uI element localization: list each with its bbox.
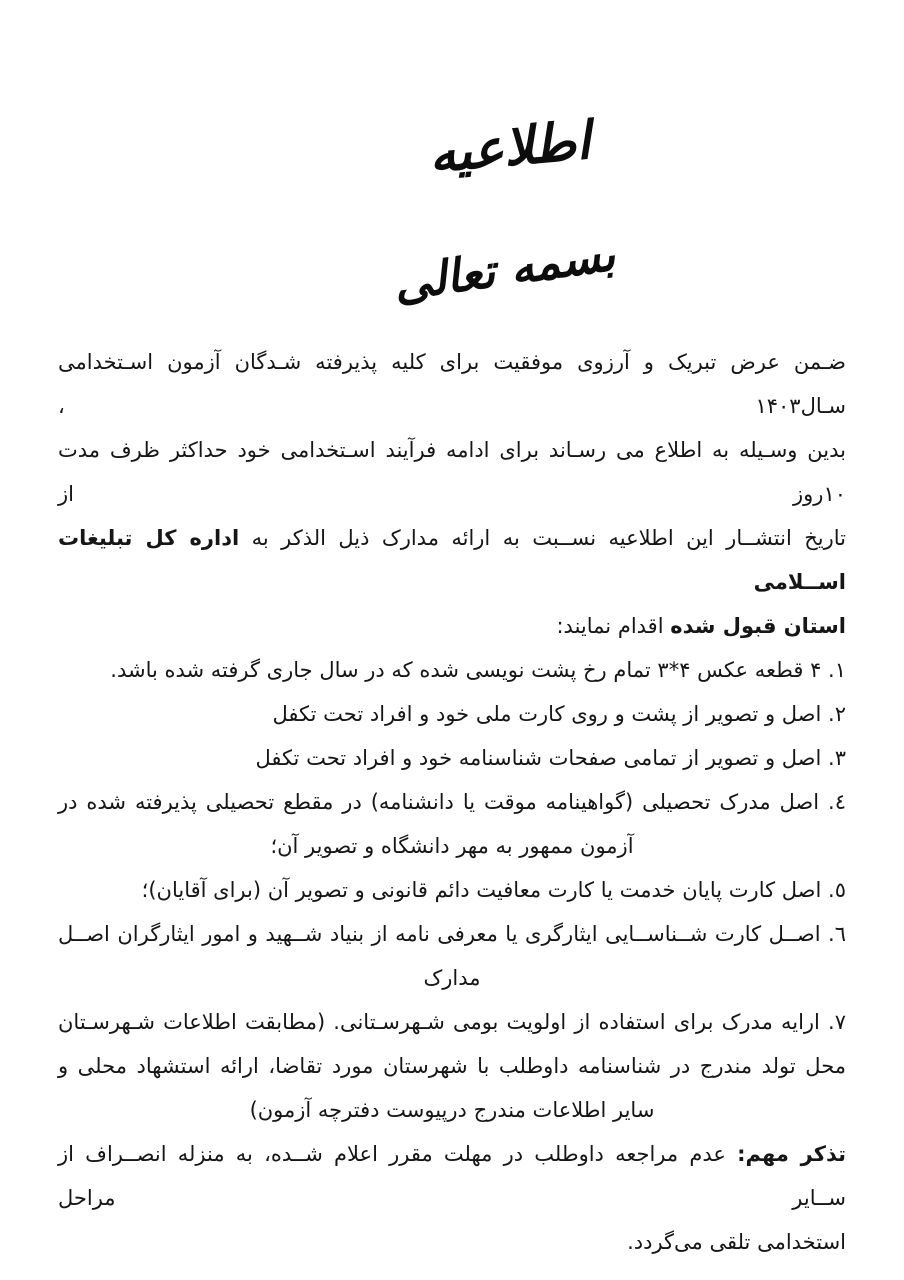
requirement-item-1: [58, 648, 846, 692]
intro-line-2: بدین وسـیله به اطلاع می رسـاند برای ادامه فرآیند اسـتخدامی خود حداکثر ظرف مدت ۱۰روز از: [58, 438, 846, 506]
item-number: ٤.: [828, 790, 846, 814]
intro-line-3-text: تاریخ انتشــار این اطلاعیه نســبت به ارائه مدارک ذیل الذکر به: [251, 526, 846, 550]
item-text: ارایه مدرک برای استفاده از اولویت بومی شـهرسـتانی. (مطابقت اطلاعات شـهرسـتان: [58, 1010, 820, 1034]
intro-line-3: [58, 516, 846, 604]
calligraphic-title: اطلاعیه: [426, 111, 594, 185]
besmele-calligraphy: بسمه تعالی: [390, 226, 618, 312]
important-note-text: عدم مراجعه داوطلب در مهلت مقرر اعلام شــده، به منزله انصــراف از ســایر مراحل: [58, 1142, 846, 1210]
item-text: اصل مدرک تحصیلی (گواهینامه موقت یا دانشنامه) در مقطع تحصیلی پذیرفته شده در: [58, 790, 820, 814]
requirement-item-4-continued: آزمون ممهور به مهر دانشگاه و تصویر آن؛: [270, 834, 634, 858]
item-number: ۳.: [828, 746, 846, 770]
requirement-item-2: [58, 692, 846, 736]
intro-line-4-bold: استان قبول شده: [670, 614, 846, 638]
important-note-label: تذکر مهم:: [737, 1142, 846, 1166]
requirement-item-6: [58, 912, 846, 956]
requirement-item-3: [58, 736, 846, 780]
item-text: ۴ قطعه عکس ۴*۳ تمام رخ پشت نویسی شده که در سال جاری گرفته شده باشد.: [110, 658, 822, 682]
page-title-area: [0, 111, 904, 185]
item-number: ٥.: [828, 878, 846, 902]
intro-line-1: ضـمن عرض تبریک و آرزوی موفقیت برای کلیه پذیرفته شـدگان آزمون اسـتخدامی سـال۱۴۰۳ ،: [58, 350, 846, 418]
item-number: ۲.: [828, 702, 846, 726]
document-body: [58, 340, 846, 1264]
requirement-item-7-continued-2: سایر اطلاعات مندرج درپیوست دفترچه آزمون): [249, 1098, 655, 1122]
item-text: اصل و تصویر از پشت و روی کارت ملی خود و افراد تحت تکفل: [272, 702, 822, 726]
requirement-item-5: [58, 868, 846, 912]
requirement-item-4: [58, 780, 846, 824]
item-text: اصل کارت پایان خدمت یا کارت معافیت دائم قانونی و تصویر آن (برای آقایان)؛: [141, 878, 822, 902]
intro-line-3-bold: اداره کل تبلیغات اســلامی: [58, 526, 846, 594]
important-note-line-2: استخدامی تلقی می‌گردد.: [627, 1230, 846, 1254]
item-text: اصــل کارت شــناســایی ایثارگری یا معرفی نامه از بنیاد شــهید و امور ایثارگران اصــل: [58, 922, 821, 946]
besmele-area: [0, 226, 904, 312]
item-number: ٦.: [828, 922, 846, 946]
item-number: ۱.: [828, 658, 846, 682]
important-note-line-1: [58, 1132, 846, 1220]
item-text: اصل و تصویر از تمامی صفحات شناسنامه خود و افراد تحت تکفل: [255, 746, 822, 770]
intro-line-4: [58, 604, 846, 648]
requirement-item-6-continued: مدارک: [423, 966, 481, 990]
item-number: ۷.: [828, 1010, 847, 1034]
requirement-item-7: [58, 1000, 846, 1044]
requirement-item-7-continued-1: محل تولد مندرج در شناسنامه داوطلب با شهرستان مورد تقاضا، ارائه استشهاد محلی و: [58, 1054, 846, 1078]
intro-line-4-text: اقدام نمایند:: [556, 614, 664, 638]
